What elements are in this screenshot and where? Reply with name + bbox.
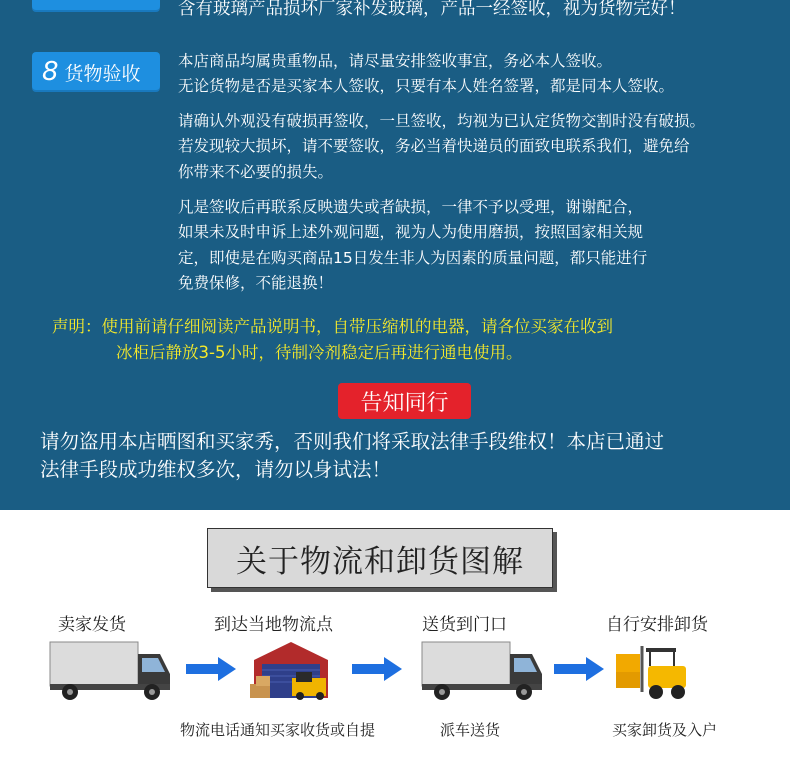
- forklift-icon: [612, 642, 690, 700]
- para2-line2: 若发现较大损坏，请不要签收，务必当着快递员的面致电联系我们，避免给: [178, 137, 690, 155]
- truck-icon: [420, 640, 544, 702]
- top-line: 含有玻璃产品损坏厂家补发玻璃，产品一经签收，视为货物完好！: [178, 0, 686, 19]
- para3-line4: 免费保修，不能退换！: [178, 274, 334, 292]
- caption-dispatch: 派车送货: [440, 721, 501, 739]
- warehouse-icon: [246, 640, 336, 700]
- arrow-icon: [186, 657, 236, 681]
- section8-title: 货物验收: [64, 62, 141, 85]
- notice-title: 告知同行: [338, 383, 471, 419]
- para3-line1: 凡是签收后再联系反映遗失或者缺损，一律不予以受理，谢谢配合，: [178, 198, 644, 216]
- step-deliver-door: 送货到门口: [422, 615, 507, 635]
- declaration-line1: 声明：使用前请仔细阅读产品说明书，自带压缩机的电器，请各位买家在收到: [52, 317, 613, 336]
- step-seller-ship: 卖家发货: [58, 615, 126, 635]
- declaration-line2: 冰柜后静放3-5小时，待制冷剂稳定后再进行通电使用。: [116, 343, 523, 362]
- notice-line2: 法律手段成功维权多次，请勿以身试法！: [40, 458, 392, 481]
- para2-line3: 你带来不必要的损失。: [178, 163, 334, 181]
- para1-line2: 无论货物是否是买家本人签收，只要有本人姓名签署，都是同本人签收。: [178, 77, 675, 95]
- arrow-icon: [352, 657, 402, 681]
- para2-line1: 请确认外观没有破损再签收，一旦签收，均视为已认定货物交割时没有破损。: [178, 112, 706, 130]
- notice-line1: 请勿盗用本店晒图和买家秀，否则我们将采取法律手段维权！本店已通过: [40, 430, 665, 453]
- para3-line2: 如果未及时申诉上述外观问题，视为人为使用磨损，按照国家相关规: [178, 223, 644, 241]
- section8-number: 8: [42, 57, 59, 87]
- section8-badge: [32, 52, 160, 92]
- para3-line3: 定，即使是在购买商品15日发生非人为因素的质量问题，都只能进行: [178, 249, 648, 267]
- caption-unload: 买家卸货及入户: [612, 721, 718, 739]
- truck-icon: [48, 640, 172, 702]
- step-self-unload: 自行安排卸货: [606, 615, 708, 635]
- section7-badge: [32, 0, 160, 12]
- step-arrive-depot: 到达当地物流点: [214, 615, 333, 635]
- arrow-icon: [554, 657, 604, 681]
- caption-notify: 物流电话通知买家收货或自提: [180, 721, 376, 739]
- para1-line1: 本店商品均属贵重物品，请尽量安排签收事宜，务必本人签收。: [178, 52, 613, 70]
- logistics-title: 关于物流和卸货图解: [207, 528, 553, 588]
